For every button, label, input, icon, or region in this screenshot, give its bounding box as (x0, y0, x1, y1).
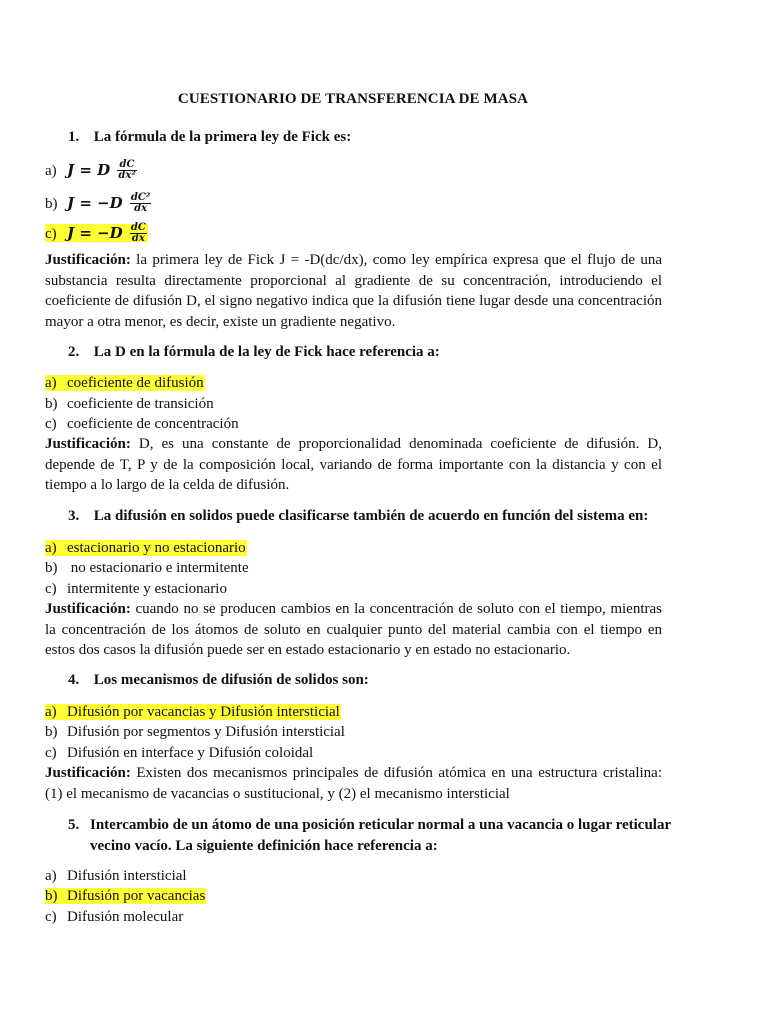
option-b: b) Difusión por segmentos y Difusión intersticial (45, 724, 345, 740)
option-c: c) Difusión molecular (45, 909, 184, 925)
question-text: La difusión en solidos puede clasificarse también de acuerdo en función del sistema en: (93, 508, 649, 524)
justification-3 (45, 599, 662, 661)
question-2 (68, 344, 440, 361)
question-text: La D en la fórmula de la ley de Fick hace referencia a: (93, 344, 440, 360)
option-letter: c) (45, 225, 57, 242)
page-title: CUESTIONARIO DE TRANSFERENCIA DE MASA (177, 91, 529, 107)
option-a: a) estacionario y no estacionario (45, 540, 246, 556)
justification-text: la primera ley de Fick J = -D(dc/dx), como ley empírica expresa que el flujo de una substancia resulta directamente proporcional al gradiente de su concentración, introduciendo el coeficiente de difusión D, el signo negativo indica que la difusión tiene lugar desde una concentración mayor a otra menor, es decir, existe un gradiente negativo. (45, 252, 662, 331)
question-text: Los mecanismos de difusión de solidos son: (93, 672, 369, 688)
option-c: c) intermitente y estacionario (45, 581, 227, 597)
justification-2 (45, 434, 662, 496)
option-c: c) Difusión en interface y Difusión coloidal (45, 745, 314, 761)
option-c: c) coeficiente de concentración (45, 416, 239, 432)
option-a: a) coeficiente de difusión (45, 375, 204, 391)
option-b: b) coeficiente de transición (45, 396, 214, 412)
question-number: 2. (68, 344, 80, 360)
formula-option-c (45, 223, 148, 244)
formula-lhs: J = −D (67, 193, 123, 212)
option-b: b) Difusión por vacancias (45, 888, 206, 904)
formula-fraction: $\frac{\text{dC²}}{dx}$ (130, 192, 151, 214)
justification-text: D, es una constante de proporcionalidad denominada coeficiente de difusión. D, depende de T, P y de la composición local, variando de forma importante con la distancia y con el tiempo a lo largo de la celda de difusión. (45, 436, 662, 494)
formula-option-b (45, 193, 151, 214)
question-4 (68, 672, 369, 689)
option-a: a) Difusión intersticial (45, 868, 187, 884)
question-number: 5. (68, 817, 80, 833)
justification-text: cuando no se producen cambios en la concentración de soluto con el tiempo, mientras la concentración de los átomos de soluto en cualquier punto del material cambia con el tiempo en estos dos casos la difusión puede ser en estado estacionario y en estado no estacionario. (45, 601, 662, 659)
question-number: 4. (68, 672, 80, 688)
question-3 (68, 508, 648, 525)
formula-fraction: $\frac{dC}{\text{dx²}}$ (118, 159, 136, 181)
question-text: Intercambio de un átomo de una posición reticular normal a una vacancia o lugar reticular vecino vacío. La siguiente definición hace referencia a: (90, 817, 671, 854)
question-number: 1. (68, 129, 80, 145)
formula-lhs: J = D (67, 160, 111, 179)
justification-label: Justificación: (45, 252, 131, 268)
question-5 (68, 815, 693, 857)
question-number: 3. (68, 508, 80, 524)
justification-4 (45, 763, 662, 804)
option-a: a) Difusión por vacancias y Difusión intersticial (45, 704, 340, 720)
justification-label: Justificación: (45, 436, 131, 452)
question-1 (68, 129, 351, 146)
justification-label: Justificación: (45, 601, 131, 617)
justification-text: Existen dos mecanismos principales de difusión atómica en una estructura cristalina: (1) el mecanismo de vacancias o sustitucional, y (2) el mecanismo intersticial (45, 765, 662, 802)
option-letter: b) (45, 195, 58, 212)
formula-option-a (45, 160, 137, 181)
question-text: La fórmula de la primera ley de Fick es: (93, 129, 352, 145)
formula-fraction: $\frac{dC}{dx}$ (130, 222, 146, 244)
option-letter: a) (45, 162, 57, 179)
option-b: b) no estacionario e intermitente (45, 560, 249, 576)
justification-1 (45, 250, 662, 333)
justification-label: Justificación: (45, 765, 131, 781)
formula-lhs: J = −D (67, 223, 123, 242)
